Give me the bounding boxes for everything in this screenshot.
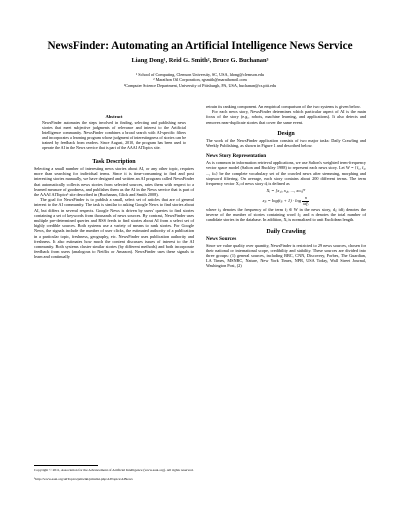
- equation-lhs: xⱼᵢ = log(tⱼᵢ + 1) · log: [262, 198, 302, 204]
- design-heading: Design: [277, 130, 295, 137]
- affiliation-pitt: ³Computer Science Department, University of Pittsburgh, PA, USA, buchanan@cs.pitt.edu: [123, 82, 277, 88]
- continued-paragraph: retrain its ranking component. An empirical comparison of the two systems is given below.: [206, 104, 361, 109]
- affiliation-clemson: ¹ School of Computing, Clemson University, SC, USA, ldong@clemson.edu: [135, 72, 265, 77]
- abstract-heading: Abstract: [105, 114, 123, 119]
- affiliation-marathon: ² Marathon Oil Corporation, rgsmith@marathonoil.com: [153, 77, 247, 83]
- task-paragraph-1: Selecting a small number of interesting news stories about AI, or any other topic, requires more than searching for individual terms. Since it is time-consuming to find and post interesting stories manually, we have designed and written an AI program called NewsFinder that automatically collects news stories from selected sources, rates them with respect to a learned measure of goodness, and publishes them as the AI in the News service that is part of the AAAI AITopics¹ site described in (Buchanan, Glick and Smith 2008).: [34, 166, 194, 198]
- news-sources-paragraph: Since we value quality over quantity, NewsFinder is restricted to 29 news sources, chosen for their national or international scope, credibility and stability. These sources are divided into three groups: (1) general sources, including BBC, CNN, Discovery, Forbes, The Guardian, LA Times, MSNBC, Nature, New York Times, NPR, USA Today, Wall Street Journal, Washington Post, (2): [206, 242, 366, 269]
- representation-paragraph-1: As is common in information retrieval applications, we use Salton's weighted term-frequency vector space model (Salton and Buckley 1988) to represent each news story. Let W = {f₁, f₂, ..., fₘ} be the complete vocabulary set of the crawled news after stemming, morphing and stopword filtering. On average, each story contains about 200 different terms. The term frequency vector Xᵢ of news story dᵢ is defined as: [206, 160, 366, 187]
- equation-vector: Xᵢ = [x₁ᵢ, x₂ᵢ, ..., xₘᵢ]ᵀ: [266, 188, 306, 194]
- equation-fraction: [302, 196, 309, 206]
- paper-title: NewsFinder: Automating an Artificial Intelligence News Service: [47, 40, 353, 52]
- representation-paragraph-2: where tⱼᵢ denotes the frequency of the term fⱼ ∈ W in the news story, dᵢ; idfⱼ denotes the inverse of the number of stories containing word fⱼ; and n denotes the total number of candidate stories in the database. In addition, Xᵢ is normalized to unit Euclidean length.: [206, 207, 366, 223]
- task-paragraph-2: The goal for NewsFinder is to publish a small, select set of articles that are of general interest to the AI community. The task is similar to asking Google News to find stories about AI, but differs in several respects. Google News is driven by users' queries to find stories containing a set of keywords from thousands of news sources. By contrast, NewsFinder uses multiple pre-determined queries and RSS feeds to find stories about AI from a select set of highly credible sources. Both systems use a variety of means to rank stories. For Google News, the signals include the number of user clicks, the estimated authority of a publication in a particular topic, freshness, geography, etc. NewsFinder uses publication authority and freshness. It also estimates how much the content discusses issues of interest to the AI community. Both systems cluster similar stories (by different methods) and both incorporate feedback from users (analogous to Netflix or Amazon). NewsFinder uses these signals to learn and continually: [34, 197, 194, 260]
- right-column: [206, 104, 366, 269]
- news-sources-heading: News Sources: [206, 235, 237, 242]
- copyright-notice: Copyright © 2011, Association for the Advancement of Artificial Intelligence (www.aaai.org). All rights reserved.: [34, 468, 194, 472]
- footnotes: [34, 465, 194, 482]
- daily-crawling-heading: Daily Crawling: [266, 228, 306, 235]
- equation-term-weight: [206, 195, 366, 207]
- design-paragraph: The work of the NewsFinder application consists of two major tasks: Daily Crawling and Weekly Publishing, as shown in Figure 1 and described below.: [206, 137, 366, 149]
- left-column: [34, 114, 194, 260]
- aspect-paragraph: For each news story, NewsFinder determines which particular aspect of AI is the main focus of the story (e.g., robots, machine learning, and applications). It also detects and removes near-duplicate stories that cover the same event.: [206, 109, 366, 125]
- footnote-rule: [34, 465, 98, 466]
- representation-heading: News Story Representation: [206, 153, 267, 160]
- abstract-text: NewsFinder automates the steps involved in finding, selecting and publishing news stories that meet subjective judgments of relevance and interest to the Artificial Intelligence community. NewsFinder combines a broad search with AI-specific filters and incorporates a learning program whose judgment of interestingness of stories can be trained by feedback from readers. Since August, 2010, the program has been used to operate the AI in the News service that is part of the AAAI AITopics site.: [42, 120, 186, 150]
- fraction-denominator: idfⱼ: [303, 200, 309, 206]
- fraction-numerator: n: [302, 196, 309, 201]
- affiliations: [20, 72, 380, 88]
- author-list: Liang Dong¹, Reid G. Smith², Bruce G. Buchanan³: [131, 57, 269, 64]
- footnote-url[interactable]: ¹http://www.aaai.org/AITopics/pmwiki/pmwiki.php/AITopics/AINews: [34, 477, 133, 482]
- task-description-heading: Task Description: [92, 159, 136, 165]
